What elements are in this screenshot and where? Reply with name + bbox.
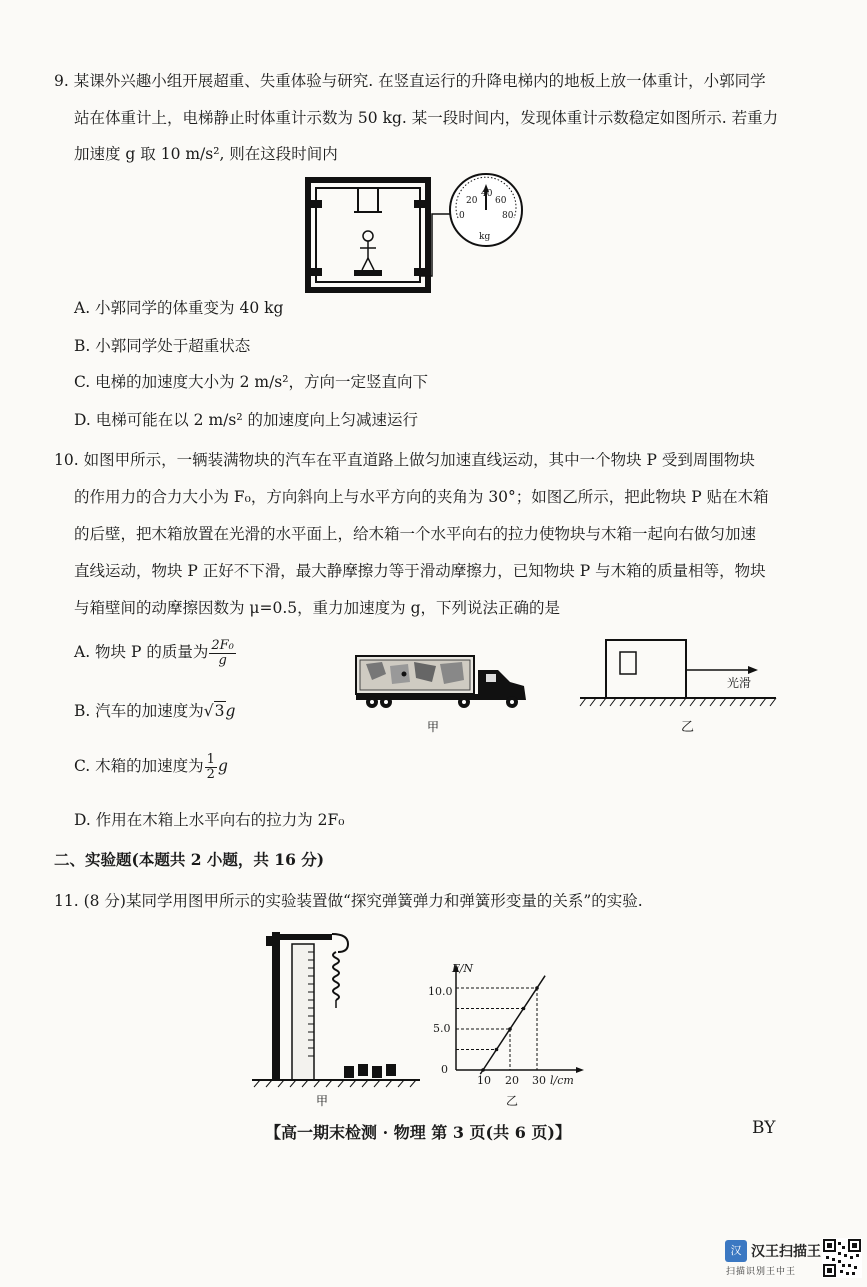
figure-label-jia-q10: 甲 (427, 720, 440, 734)
dial-tick-60: 60 (495, 196, 507, 206)
dial-tick-20: 20 (466, 196, 478, 206)
figure-label-jia-q11: 甲 (316, 1094, 329, 1108)
figure-label-yi-q11: 乙 (506, 1094, 519, 1108)
q10-option-b: B. 汽车的加速度为√3g (74, 702, 236, 720)
chart-guides (456, 988, 537, 1070)
section-heading-experiment: 二、实验题(本题共 2 小题，共 16 分) (54, 850, 325, 869)
footer-code: BY (752, 1118, 776, 1138)
y-tick-5: 5.0 (433, 1022, 451, 1035)
q10-line-1: 10. 如图甲所示，一辆装满物块的汽车在平直道路上做匀加速直线运动，其中一个物块 P 受到周围物块 (54, 451, 755, 469)
x-axis-arrow (576, 1067, 584, 1073)
q10-option-a-fraction (209, 639, 236, 668)
q10-option-c-text: C. 木箱的加速度为 (74, 757, 204, 775)
box-figure (576, 636, 786, 716)
fraction-denominator: g (218, 652, 227, 668)
page-footer: 【高一期末检测 · 物理 第 3 页(共 6 页)】 (265, 1123, 571, 1142)
q9-option-a: A. 小郭同学的体重变为 40 kg (74, 299, 284, 317)
sqrt-radicand: 3 (214, 702, 225, 720)
q9-option-d: D. 电梯可能在以 2 m/s² 的加速度向上匀减速运行 (74, 411, 418, 429)
q10-option-c-g: g (217, 757, 228, 775)
q9-option-c: C. 电梯的加速度大小为 2 m/s²，方向一定竖直向下 (74, 373, 428, 391)
dial-tick-0: 0 (459, 211, 465, 221)
q10-option-a (74, 638, 237, 668)
dial-tick-80: 80 (502, 211, 514, 221)
scanner-logo-icon (725, 1240, 747, 1262)
q9-line-3: 加速度 g 取 10 m/s², 则在这段时间内 (74, 145, 338, 163)
x-tick-10: 10 (477, 1074, 491, 1087)
fraction-numerator: 2F₀ (211, 637, 234, 653)
q10-option-c-fraction (205, 753, 217, 782)
q9-option-b: B. 小郭同学处于超重状态 (74, 337, 251, 355)
scanner-brand: 汉王扫描王 (751, 1244, 821, 1260)
q10-option-c (74, 752, 228, 782)
data-point (508, 1027, 512, 1031)
q10-option-b-text: B. 汽车的加速度为 (74, 702, 204, 720)
y-tick-10: 10.0 (428, 985, 453, 998)
smooth-label: 光滑 (727, 676, 752, 690)
x-tick-20: 20 (505, 1074, 519, 1087)
data-point (535, 986, 539, 990)
scanner-logo-text: 汉 (730, 1244, 742, 1257)
elevator-figure (300, 172, 540, 294)
x-axis-label: l/cm (550, 1074, 574, 1087)
q10-line-5: 与箱壁间的动摩擦因数为 μ=0.5，重力加速度为 g，下列说法正确的是 (74, 599, 560, 617)
q9-line-2: 站在体重计上，电梯静止时体重计示数为 50 kg. 某一段时间内，发现体重计示数稳定如图所示. 若重力 (74, 109, 779, 127)
qr-code-icon (822, 1238, 862, 1278)
truck-figure (352, 652, 532, 714)
q9-line-1: 9. 某课外兴趣小组开展超重、失重体验与研究. 在竖直运行的升降电梯内的地板上放一体重计，小郭同学 (54, 72, 766, 90)
spring-apparatus-figure (252, 930, 422, 1090)
scanner-slogan: 扫描识别王中王 (726, 1267, 797, 1277)
q10-option-b-g: g (225, 702, 236, 720)
data-point (495, 1048, 499, 1052)
y-tick-0: 0 (441, 1063, 448, 1076)
series-line (480, 976, 545, 1074)
x-tick-30: 30 (532, 1074, 546, 1087)
q10-line-2: 的作用力的合力大小为 F₀，方向斜向上与水平方向的夹角为 30°；如图乙所示，把此物块 P 贴在木箱 (74, 488, 769, 506)
q10-option-a-text: A. 物块 P 的质量为 (74, 643, 209, 661)
fraction-denominator: 2 (206, 766, 215, 782)
y-axis-label: F/N (452, 962, 473, 975)
q10-line-4: 直线运动，物块 P 正好不下滑，最大静摩擦力等于滑动摩擦力，已知物块 P 与木箱的质量相等，物块 (74, 562, 766, 580)
data-point (522, 1007, 526, 1011)
dial-tick-40: 40 (481, 189, 493, 199)
q11-line-1: 11. (8 分)某同学用图甲所示的实验装置做“探究弹簧弹力和弹簧形变量的关系”的实验. (54, 892, 643, 910)
q10-line-3: 的后壁，把木箱放置在光滑的水平面上，给木箱一个水平向右的拉力使物块与木箱一起向右做匀加速 (74, 525, 757, 543)
q10-option-d: D. 作用在木箱上水平向右的拉力为 2F₀ (74, 811, 345, 829)
figure-label-yi-q10: 乙 (681, 720, 695, 735)
fraction-numerator: 1 (206, 751, 215, 767)
data-point (481, 1068, 485, 1072)
dial-unit: kg (479, 232, 491, 242)
